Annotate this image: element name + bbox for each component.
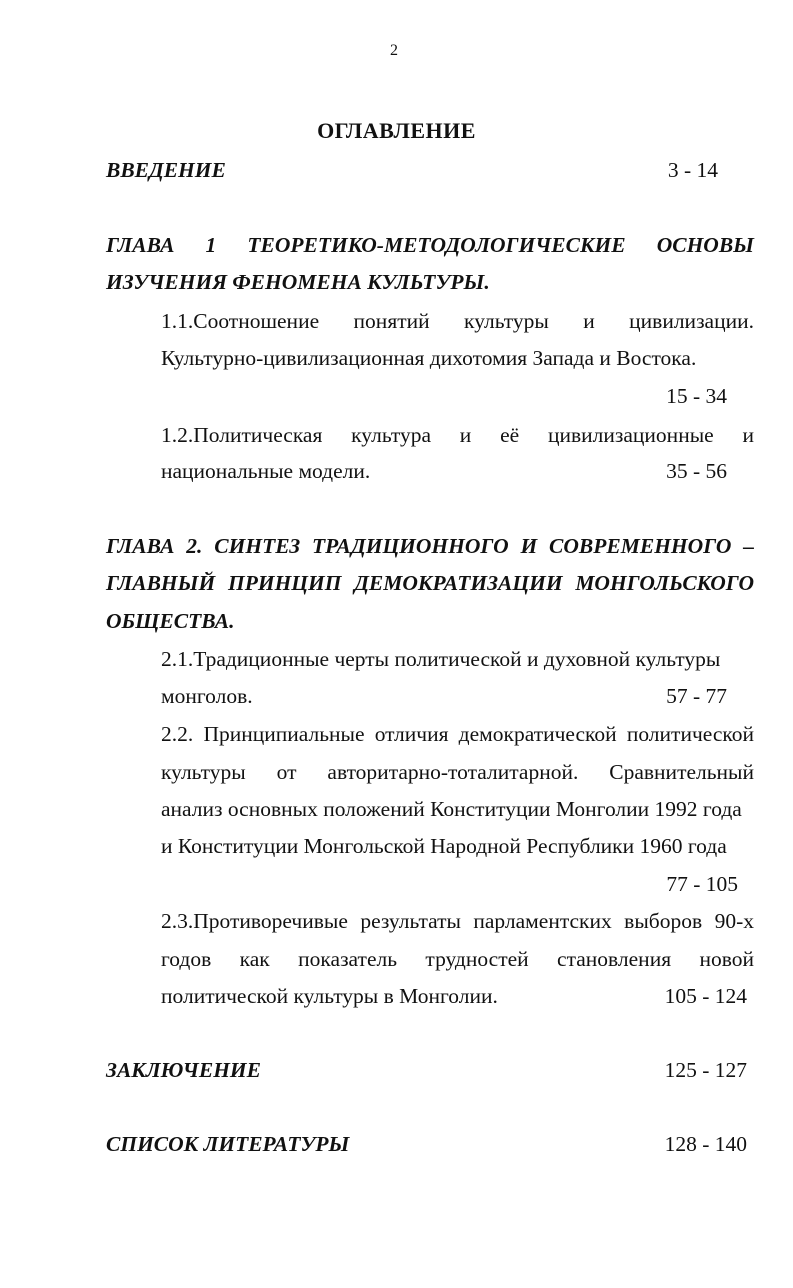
- chapter2-heading-line3: ОБЩЕСТВА.: [106, 609, 235, 633]
- section-2-3-line3: политической культуры в Монголии.: [161, 984, 498, 1008]
- toc-bibliography-label: СПИСОК ЛИТЕРАТУРЫ: [106, 1132, 350, 1156]
- section-2-3-line1: 2.3.Противоречивые результаты парламентских выборов 90-х: [161, 909, 754, 933]
- section-1-2-line1: 1.2.Политическая культура и её цивилизационные и: [161, 423, 754, 447]
- section-2-3-pages: 105 - 124: [664, 984, 747, 1008]
- chapter1-heading-line1: ГЛАВА 1 ТЕОРЕТИКО-МЕТОДОЛОГИЧЕСКИЕ ОСНОВЫ: [106, 233, 754, 257]
- toc-introduction-pages: 3 - 14: [667, 158, 718, 182]
- toc-conclusion-pages: 125 - 127: [664, 1058, 747, 1082]
- section-1-1-line1: 1.1.Соотношение понятий культуры и цивилизации.: [161, 309, 754, 333]
- section-2-2-line3: анализ основных положений Конституции Монголии 1992 года: [161, 797, 742, 821]
- chapter2-heading-line1: ГЛАВА 2. СИНТЕЗ ТРАДИЦИОННОГО И СОВРЕМЕННОГО –: [106, 534, 754, 558]
- section-1-2-pages: 35 - 56: [666, 459, 727, 483]
- section-2-2-line1: 2.2. Принципиальные отличия демократической политической: [161, 722, 754, 746]
- section-1-2-line2: национальные модели.: [161, 459, 371, 483]
- section-2-2-pages: 77 - 105: [666, 872, 738, 896]
- toc-conclusion-label: ЗАКЛЮЧЕНИЕ: [106, 1058, 261, 1082]
- toc-introduction-label: ВВЕДЕНИЕ: [106, 158, 226, 182]
- section-1-1-pages: 15 - 34: [666, 384, 727, 408]
- chapter2-heading-line2: ГЛАВНЫЙ ПРИНЦИП ДЕМОКРАТИЗАЦИИ МОНГОЛЬСКОГО: [106, 571, 754, 595]
- section-2-1-pages: 57 - 77: [666, 684, 727, 708]
- section-2-1-line2: монголов.: [161, 684, 253, 708]
- section-2-2-line4: и Конституции Монгольской Народной Республики 1960 года: [161, 834, 727, 858]
- toc-bibliography-pages: 128 - 140: [664, 1132, 747, 1156]
- page-number: 2: [390, 42, 398, 59]
- toc-title: ОГЛАВЛЕНИЕ: [317, 118, 476, 143]
- section-2-1-line1: 2.1.Традиционные черты политической и духовной культуры: [161, 647, 721, 671]
- chapter1-heading-line2: ИЗУЧЕНИЯ ФЕНОМЕНА КУЛЬТУРЫ.: [106, 270, 490, 294]
- section-2-2-line2: культуры от авторитарно-тоталитарной. Сравнительный: [161, 760, 754, 784]
- section-1-1-line2: Культурно-цивилизационная дихотомия Запада и Востока.: [161, 346, 697, 370]
- section-2-3-line2: годов как показатель трудностей становления новой: [161, 947, 754, 971]
